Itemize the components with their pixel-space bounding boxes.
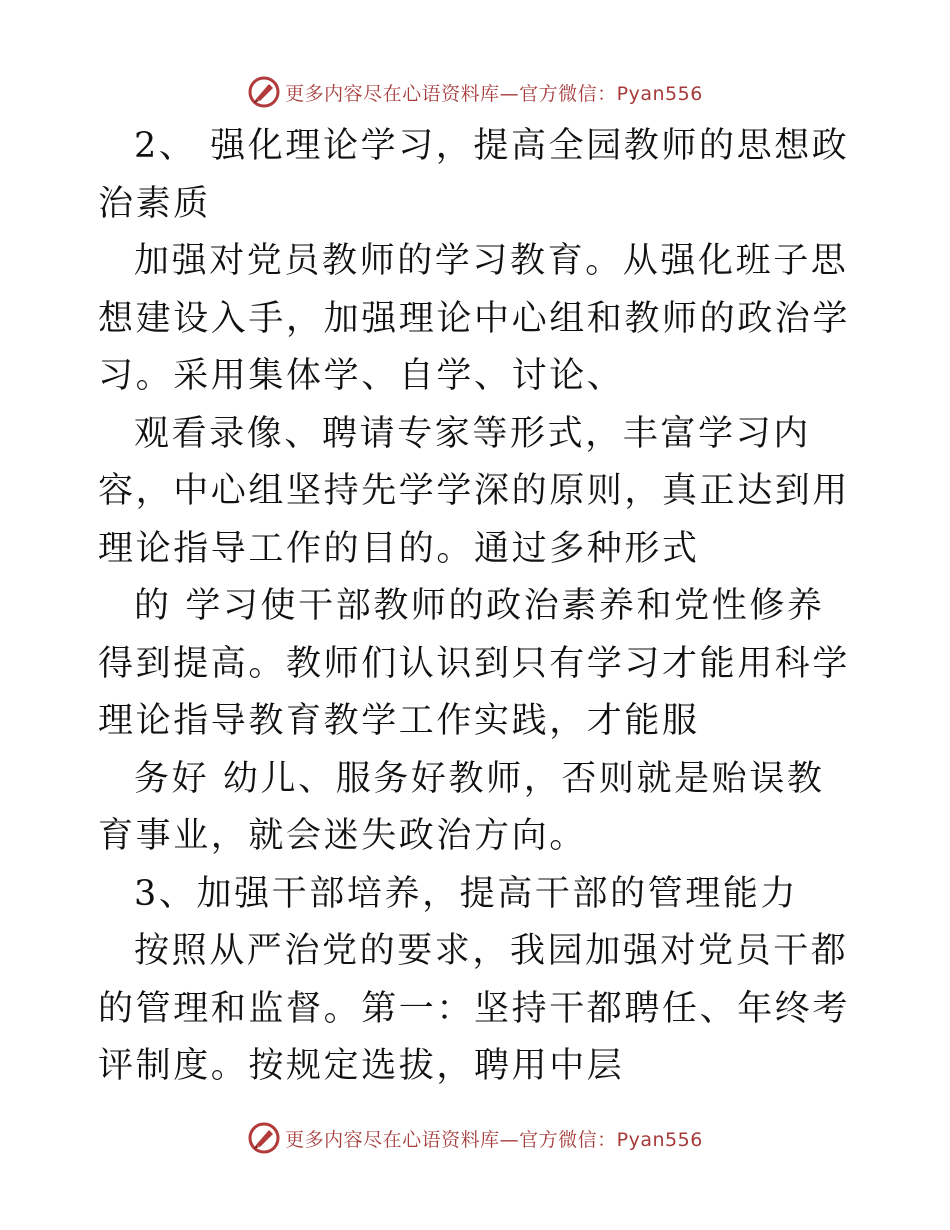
header-watermark (0, 72, 950, 112)
document-body (98, 118, 858, 1096)
body-paragraph: 按照从严治党的要求，我园加强对党员干都的管理和监督。第一：坚持干都聘任、年终考评制度。按规定选拔，聘用中层 (98, 931, 851, 1086)
pen-logo-icon (247, 75, 281, 109)
body-paragraph: 的 学习使干部教师的政治素养和党性修养得到提高。教师们认识到只有学习才能用科学理论指导教育教学工作实践，才能服 (98, 586, 851, 741)
section-heading: 2、 强化理论学习，提高全园教师的思想政治素质 (98, 126, 850, 224)
pen-logo-icon (247, 1121, 281, 1155)
body-paragraph: 观看录像、聘请专家等形式，丰富学习内容，中心组坚持先学学深的原则，真正达到用理论指导工作的目的。通过多种形式 (98, 413, 851, 569)
footer-watermark (0, 1118, 950, 1158)
watermark-text: 更多内容尽在心语资料库—官方微信：Pyan556 (285, 1128, 703, 1151)
body-paragraph: 务好 幼儿、服务好教师，否则就是贻误教育事业，就会迷失政治方向。 (98, 758, 825, 856)
body-paragraph: 加强对党员教师的学习教育。从强化班子思想建设入手，加强理论中心组和教师的政治学习。采用集体学、自学、讨论、 (98, 241, 851, 396)
section-heading: 3、加强干部培养，提高干部的管理能力 (134, 873, 799, 914)
watermark-text: 更多内容尽在心语资料库—官方微信：Pyan556 (285, 82, 703, 105)
